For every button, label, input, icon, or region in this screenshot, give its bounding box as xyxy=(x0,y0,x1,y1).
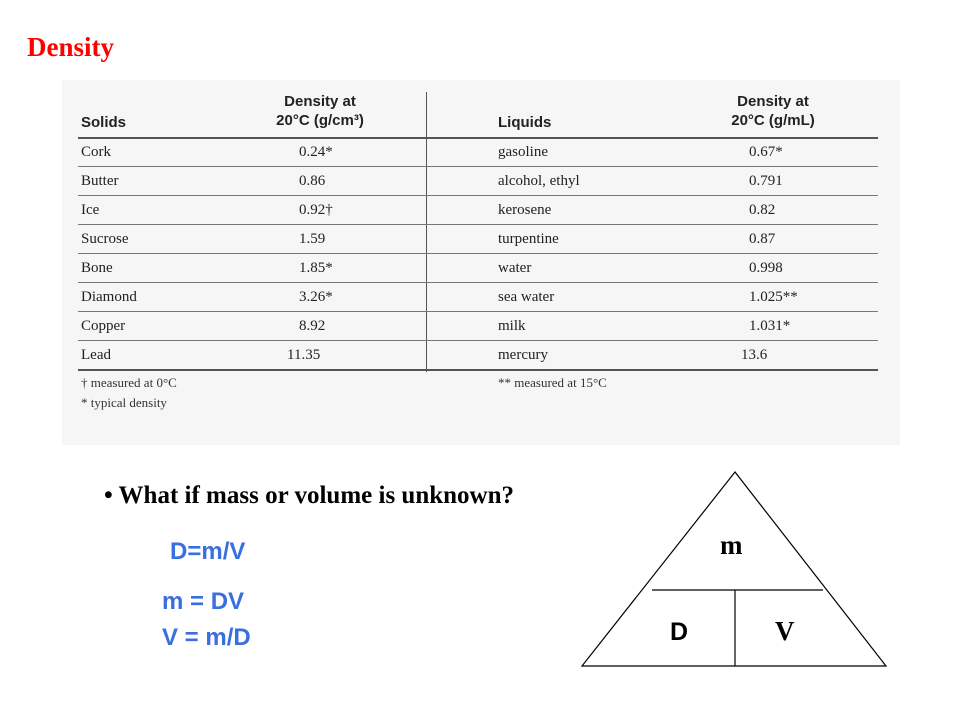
solids-density-header xyxy=(250,92,390,130)
solids-header: Solids xyxy=(81,114,127,131)
liquid-name: alcohol, ethyl xyxy=(498,173,580,189)
volume-formula: V = m/D xyxy=(162,624,251,651)
liquid-name: milk xyxy=(498,318,526,334)
liquid-density: 1.031* xyxy=(749,318,791,334)
solid-density: 3.26* xyxy=(299,289,333,305)
solid-name: Sucrose xyxy=(81,231,129,247)
liquid-density: 13.6 xyxy=(741,347,768,363)
liquids-density-header xyxy=(698,92,848,130)
solid-density: 0.86 xyxy=(299,173,326,189)
solid-name: Bone xyxy=(81,260,113,276)
mdv-triangle xyxy=(580,470,890,670)
liquid-name: mercury xyxy=(498,347,548,363)
liquid-name: turpentine xyxy=(498,231,559,247)
solid-density: 0.24* xyxy=(299,144,333,160)
solids-density-header-line2: 20°C (g/cm³) xyxy=(276,112,364,129)
column-divider xyxy=(426,92,427,372)
liquids-density-header-line2: 20°C (g/mL) xyxy=(731,112,815,129)
liquid-density: 0.87 xyxy=(749,231,776,247)
footnote-dagger: † measured at 0°C xyxy=(81,375,177,390)
triangle-outline xyxy=(582,472,886,666)
solid-name: Butter xyxy=(81,173,119,189)
liquid-density: 0.82 xyxy=(749,202,776,218)
density-formula: D=m/V xyxy=(170,538,246,565)
solid-name: Cork xyxy=(81,144,111,160)
solid-density: 1.59 xyxy=(299,231,326,247)
solid-density: 1.85* xyxy=(299,260,333,276)
solid-density: 11.35 xyxy=(287,347,321,363)
footnote-double-star: ** measured at 15°C xyxy=(498,375,607,390)
solid-name: Lead xyxy=(81,347,111,363)
liquid-density: 0.791 xyxy=(749,173,783,189)
liquid-density: 0.998 xyxy=(749,260,783,276)
mass-formula: m = DV xyxy=(162,588,245,615)
liquid-name: kerosene xyxy=(498,202,552,218)
liquid-name: water xyxy=(498,260,532,276)
bottom-rule xyxy=(78,369,878,371)
triangle-volume-label: V xyxy=(775,616,795,646)
page-title: Density xyxy=(27,32,114,62)
solids-density-header-line1: Density at xyxy=(284,93,356,110)
liquids-density-header-line1: Density at xyxy=(737,93,809,110)
solid-name: Diamond xyxy=(81,289,137,305)
density-table xyxy=(62,80,900,445)
liquid-name: sea water xyxy=(498,289,555,305)
liquid-density: 0.67* xyxy=(749,144,783,160)
footnote-star: * typical density xyxy=(81,395,167,410)
liquid-density: 1.025** xyxy=(749,289,798,305)
unknown-question: • What if mass or volume is unknown? xyxy=(104,482,514,509)
triangle-density-label: D xyxy=(670,618,689,646)
liquids-header: Liquids xyxy=(498,114,552,131)
solid-name: Ice xyxy=(81,202,100,218)
solid-density: 8.92 xyxy=(299,318,326,334)
liquid-name: gasoline xyxy=(498,144,548,160)
solid-name: Copper xyxy=(81,318,126,334)
solid-density: 0.92† xyxy=(299,202,333,218)
triangle-mass-label: m xyxy=(720,530,743,560)
